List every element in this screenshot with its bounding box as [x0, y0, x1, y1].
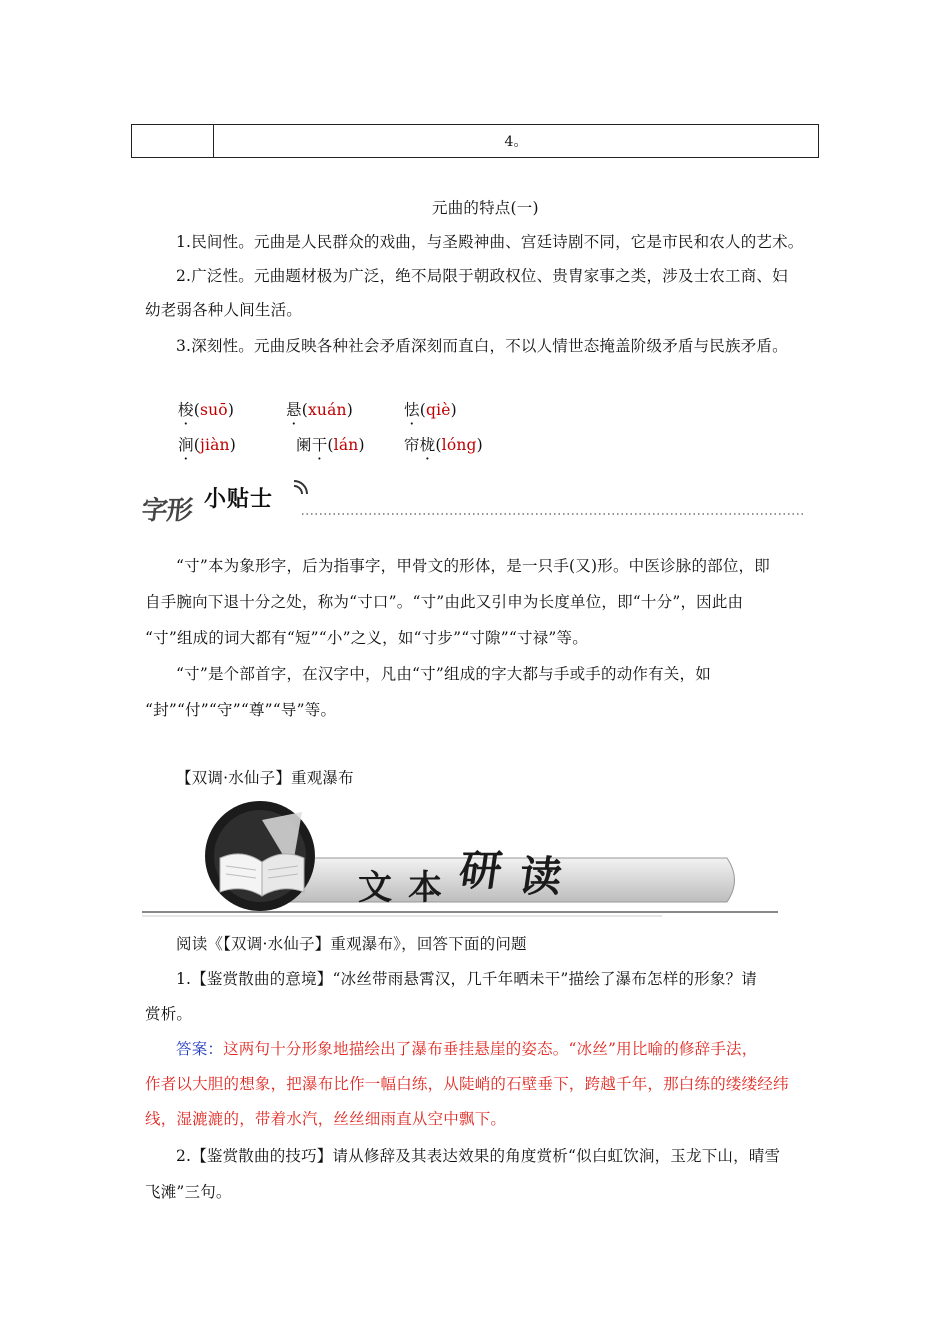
pinyin-item: 帘栊(lóng): [404, 436, 483, 454]
list-item: 3.深刻性。元曲反映各种社会矛盾深刻而直白，不以人情世态掩盖阶级矛盾与民族矛盾。: [176, 337, 788, 355]
list-item: 2.广泛性。元曲题材极为广泛，绝不局限于朝政权位、贵胄家事之类，涉及士农工商、妇: [176, 267, 788, 285]
question-line: 飞滩”三句。: [145, 1183, 232, 1201]
pinyin-item: 阑干(lán): [296, 436, 365, 454]
tips-line: 自手腕向下退十分之处，称为“寸口”。“寸”由此又引申为长度单位，即“十分”，因此由: [145, 593, 744, 611]
answer-line: 线，湿漉漉的，带着水汽，丝丝细雨直从空中飘下。: [145, 1110, 507, 1128]
banner-char: 研: [456, 846, 506, 895]
banner-small-text: 小贴士: [204, 487, 274, 512]
banner-char: 文: [358, 868, 392, 908]
signal-icon: [294, 481, 307, 494]
question-line: 1.【鉴赏散曲的意境】“冰丝带雨悬霄汉，几千年晒未干”描绘了瀑布怎样的形象？请: [176, 970, 757, 988]
top-table: [131, 124, 819, 158]
tips-line: “寸”是个部首字，在汉字中，凡由“寸”组成的字大都与手或手的动作有关，如: [176, 665, 711, 683]
banner-char: 读: [516, 852, 566, 901]
pinyin-item: 涧(jiàn): [178, 436, 236, 454]
section-title: 元曲的特点(一): [432, 199, 539, 217]
pinyin-item: 悬(xuán): [286, 401, 353, 419]
reading-intro: 阅读《【双调·水仙子】重观瀑布》，回答下面的问题: [176, 935, 527, 953]
list-item: 幼老弱各种人间生活。: [145, 301, 303, 319]
book-icon: [205, 801, 315, 911]
text-study-banner: [142, 800, 782, 920]
tips-line: “封”“付”“守”“尊”“导”等。: [145, 701, 337, 719]
pinyin-item: 梭(suō): [178, 401, 235, 419]
banner-char: 本: [408, 868, 442, 908]
answer-line: 答案：这两句十分形象地描绘出了瀑布垂挂悬崖的姿态。“冰丝”用比喻的修辞手法，: [176, 1040, 758, 1058]
tips-line: “寸”本为象形字，后为指事字，甲骨文的形体，是一只手(又)形。中医诊脉的部位，即: [176, 557, 770, 575]
list-item: 1.民间性。元曲是人民群众的戏曲，与圣殿神曲、宫廷诗剧不同，它是市民和农人的艺术。: [176, 233, 804, 251]
poem-title: 【双调·水仙子】重观瀑布: [176, 769, 354, 787]
pinyin-item: 怯(qiè): [404, 401, 457, 419]
answer-label: 答案：: [176, 1040, 224, 1058]
question-line: 赏析。: [145, 1005, 193, 1023]
question-line: 2.【鉴赏散曲的技巧】请从修辞及其表达效果的角度赏析“似白虹饮涧，玉龙下山，晴雪: [176, 1147, 781, 1165]
table-cell-right: 4。: [214, 125, 819, 158]
answer-line: 作者以大胆的想象，把瀑布比作一幅白练，从陡峭的石壁垂下，跨越千年，那白练的缕缕经纬: [145, 1075, 789, 1093]
table-cell-left: [132, 125, 214, 158]
tips-line: “寸”组成的词大都有“短”“小”之义，如“寸步”“寸隙”“寸禄”等。: [145, 629, 588, 647]
zixing-tips-banner: [142, 480, 807, 525]
banner-big-text: 字形: [140, 496, 194, 526]
